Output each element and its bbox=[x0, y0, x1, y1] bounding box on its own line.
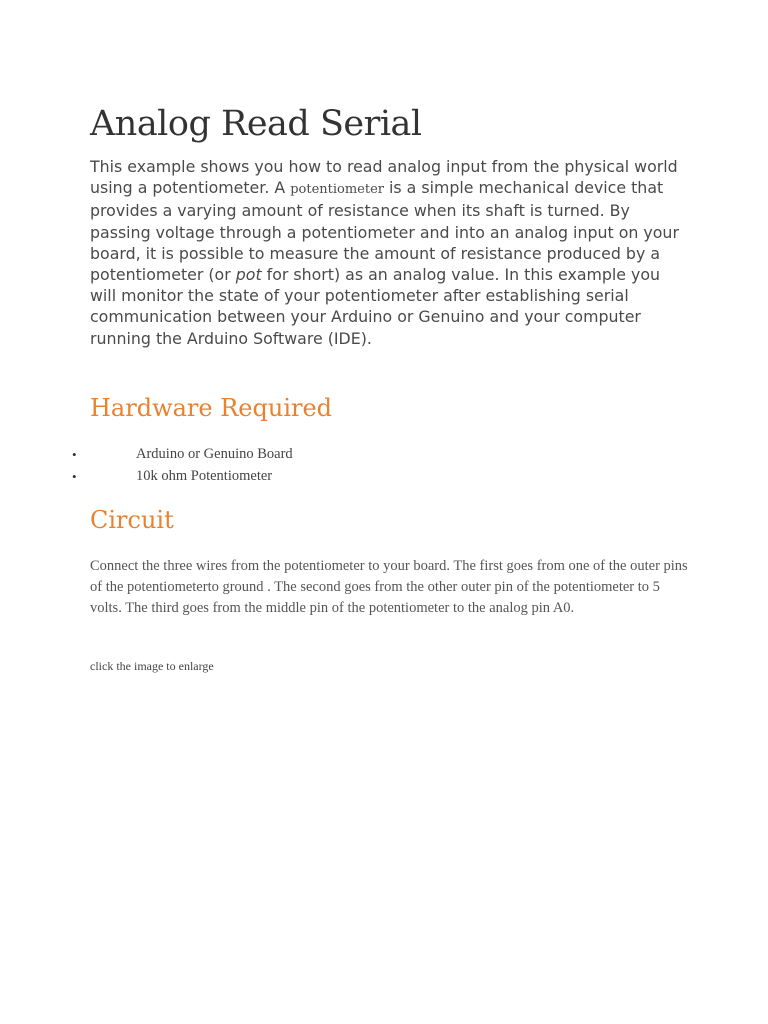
circuit-heading: Circuit bbox=[90, 506, 174, 534]
intro-text-part3: for short) as an analog value. In this example you will monitor the state of your potentiometer after establishing serial communication between your Arduino or Genuino and your computer running the Arduino Software (IDE). bbox=[90, 265, 661, 348]
intro-emphasis: pot bbox=[235, 265, 262, 285]
circuit-paragraph: Connect the three wires from the potentiometer to your board. The first goes from one of the outer pins of the potentiometerto ground . The second goes from the other outer pin of the potentiometer to 5 volts. The third goes from the middle pin of the potentiometer to the analog pin A0. bbox=[90, 558, 688, 616]
page-title: Analog Read Serial bbox=[90, 104, 422, 144]
intro-text-part1: This example shows you how to read analog input from the physical world using a potentiometer. A bbox=[90, 157, 678, 198]
hardware-item-label: Arduino or Genuino Board bbox=[136, 446, 293, 462]
bullet-icon: • bbox=[72, 469, 77, 484]
intro-inline-term: potentiometer bbox=[290, 182, 385, 198]
hardware-heading: Hardware Required bbox=[90, 394, 333, 422]
bullet-icon: • bbox=[72, 447, 77, 462]
image-caption[interactable]: click the image to enlarge bbox=[90, 659, 214, 673]
intro-text-part2: is a simple mechanical device that provides a varying amount of resistance when its shaft is turned. By passing voltage through a potentiometer and into an analog input on your board, it is possible to measure the amount of resistance produced by a potentiometer (or bbox=[90, 178, 679, 285]
intro-paragraph bbox=[90, 156, 685, 349]
hardware-item-label: 10k ohm Potentiometer bbox=[136, 468, 273, 484]
